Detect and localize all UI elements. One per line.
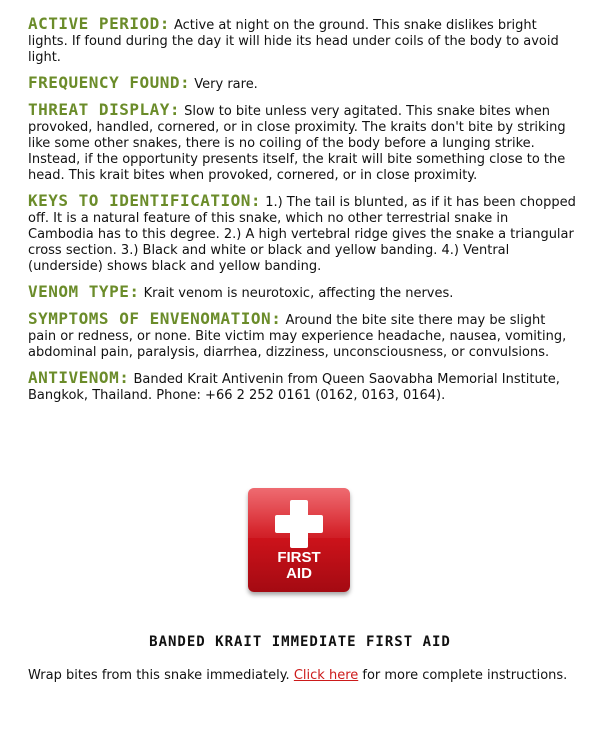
section-text: Krait venom is neurotoxic, affecting the nerves. (143, 286, 454, 301)
section-text: Slow to bite unless very agitated. This snake bites when provoked, handled, cornered, or in close proximity. The kraits don't bite by striking like some other snakes, there is no coiling of the body before a lunging strike. Instead, if the opportunity presents itself, the krait will bite something close to the head. This krait bites when provoked, cornered, or in close proximity. (28, 104, 566, 183)
badge-line-first: FIRST (277, 549, 321, 566)
section-text: Active at night on the ground. This snake dislikes bright lights. If found during the day it will hide its head under coils of the body to avoid light. (28, 18, 559, 65)
section-symptoms-of-envenomation (28, 311, 576, 361)
section-label: KEYS TO IDENTIFICATION: (28, 191, 262, 210)
first-aid-badge-text (248, 550, 350, 582)
section-label: FREQUENCY FOUND: (28, 73, 191, 92)
section-label: SYMPTOMS OF ENVENOMATION: (28, 309, 282, 328)
section-text: Around the bite site there may be slight pain or redness, or none. Bite victim may experience headache, nausea, vomiting, abdominal pain, paralysis, diarrhea, dizziness, unconsciousness, or convulsions. (28, 313, 567, 360)
section-text: Very rare. (194, 77, 258, 92)
section-venom-type (28, 284, 576, 302)
section-threat-display (28, 102, 576, 184)
section-text: 1.) The tail is blunted, as if it has been chopped off. It is a natural feature of this snake, which no other terrestrial snake in Cambodia has to this degree. 2.) A high vertebral ridge gives the snake a triangular cross section. 3.) Black and white or black and yellow banding. 4.) Ventral (underside) shows black and yellow banding. (28, 195, 576, 274)
first-aid-text-before: Wrap bites from this snake immediately. (28, 668, 290, 683)
section-label: ACTIVE PERIOD: (28, 14, 170, 33)
first-aid-text-after: for more complete instructions. (362, 668, 568, 683)
section-text: Banded Krait Antivenin from Queen Saovabha Memorial Institute, Bangkok, Thailand. Phone: +66 2 252 0161 (0162, 0163, 0164). (28, 372, 560, 403)
first-aid-instructions (28, 668, 568, 684)
snake-info-content (28, 16, 576, 413)
click-here-link[interactable]: Click here (293, 668, 359, 683)
section-label: VENOM TYPE: (28, 282, 140, 301)
medical-cross-icon-bar (275, 515, 323, 533)
section-active-period (28, 16, 576, 66)
section-antivenom (28, 370, 576, 404)
section-label: THREAT DISPLAY: (28, 100, 180, 119)
first-aid-badge (248, 488, 352, 596)
first-aid-title: BANDED KRAIT IMMEDIATE FIRST AID (149, 634, 451, 650)
section-label: ANTIVENOM: (28, 368, 130, 387)
first-aid-badge-background (248, 488, 350, 592)
badge-line-aid: AID (286, 565, 312, 582)
section-frequency-found (28, 75, 576, 93)
section-keys-to-identification (28, 193, 576, 275)
